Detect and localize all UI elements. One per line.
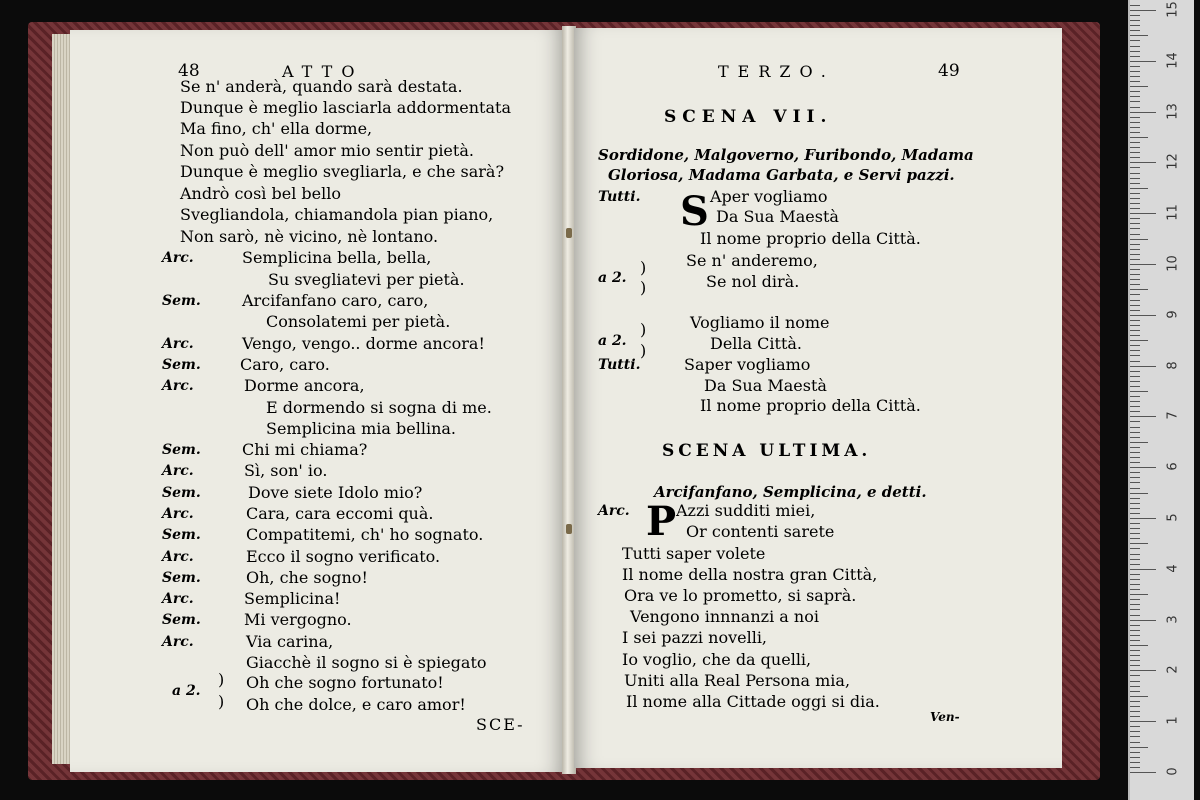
ruler-number: 8 bbox=[1165, 360, 1181, 370]
verse-line: Andrò così bel bello bbox=[180, 184, 341, 203]
speaker-label: Sem. bbox=[162, 442, 201, 458]
ruler-tick bbox=[1130, 371, 1140, 372]
ruler-tick bbox=[1130, 101, 1140, 102]
verse-line: Dorme ancora, bbox=[244, 376, 365, 395]
ruler-tick bbox=[1130, 584, 1140, 585]
ruler-tick bbox=[1130, 147, 1140, 148]
brace-mark: ) bbox=[640, 320, 647, 339]
verse-line: Se n' anderà, quando sarà destata. bbox=[180, 77, 463, 96]
binding-stitch bbox=[566, 228, 572, 238]
verse-line: Chi mi chiama? bbox=[242, 440, 368, 459]
ruler-tick bbox=[1130, 61, 1156, 62]
ruler-tick bbox=[1130, 660, 1140, 661]
ruler-tick bbox=[1130, 594, 1148, 595]
verse-line: Compatitemi, ch' ho sognato. bbox=[246, 525, 484, 544]
ruler-tick bbox=[1130, 15, 1140, 16]
ruler-tick bbox=[1130, 269, 1140, 270]
ruler-number: 5 bbox=[1165, 513, 1181, 522]
ruler-tick bbox=[1130, 736, 1140, 737]
ruler-number: 6 bbox=[1165, 462, 1181, 471]
ruler-number: 9 bbox=[1165, 310, 1181, 319]
ruler-tick bbox=[1130, 208, 1140, 209]
verse-line: Se n' anderemo, bbox=[686, 251, 818, 270]
ruler-tick bbox=[1130, 406, 1140, 407]
scene-vii-cast: Sordidone, Malgoverno, Furibondo, Madama bbox=[598, 146, 974, 164]
verse-line: Caro, caro. bbox=[240, 355, 330, 374]
ruler-tick bbox=[1130, 218, 1140, 219]
verse-line: Il nome della nostra gran Città, bbox=[622, 565, 878, 584]
speaker-label: Sem. bbox=[162, 485, 201, 501]
ruler-tick bbox=[1130, 574, 1140, 575]
ruler-tick bbox=[1130, 188, 1148, 189]
ruler-tick bbox=[1130, 757, 1140, 758]
ruler-tick bbox=[1130, 518, 1156, 519]
ruler-tick bbox=[1130, 25, 1140, 26]
ruler-tick bbox=[1130, 752, 1140, 753]
ruler-tick bbox=[1130, 40, 1140, 41]
verse-line: Mi vergogno. bbox=[244, 610, 352, 629]
ruler-tick bbox=[1130, 152, 1140, 153]
ruler-tick bbox=[1130, 122, 1140, 123]
ruler-tick bbox=[1130, 554, 1140, 555]
verse-line: Vengo, vengo.. dorme ancora! bbox=[242, 334, 485, 353]
ruler-tick bbox=[1130, 56, 1140, 57]
verse-line: Dunque è meglio svegliarla, e che sarà? bbox=[180, 162, 505, 181]
ruler-tick bbox=[1130, 274, 1140, 275]
left-catchword: SCE- bbox=[476, 715, 525, 734]
binding-stitch bbox=[566, 524, 572, 534]
right-page-number: 49 bbox=[938, 61, 960, 81]
ruler-tick bbox=[1130, 178, 1140, 179]
ruler-tick bbox=[1130, 686, 1140, 687]
ruler-tick bbox=[1130, 112, 1156, 113]
ruler-tick bbox=[1130, 767, 1140, 768]
verse-line: Cara, cara eccomi quà. bbox=[246, 504, 434, 523]
ruler-tick bbox=[1130, 91, 1140, 92]
ruler-tick bbox=[1130, 726, 1140, 727]
drop-cap-p: P bbox=[646, 498, 677, 545]
ruler-number: 10 bbox=[1165, 255, 1181, 272]
ruler-tick bbox=[1130, 132, 1140, 133]
ruler-tick bbox=[1130, 472, 1140, 473]
speaker-label: Arc. bbox=[162, 634, 194, 650]
verse-line: Non sarò, nè vicino, nè lontano. bbox=[180, 227, 439, 246]
ruler-number: 7 bbox=[1165, 411, 1181, 421]
ruler-tick bbox=[1130, 51, 1140, 52]
ruler-tick bbox=[1130, 650, 1140, 651]
verse-line: Arcifanfano caro, caro, bbox=[242, 291, 429, 310]
speaker-label: Tutti. bbox=[598, 189, 641, 205]
ruler-tick bbox=[1130, 330, 1140, 331]
ruler-tick bbox=[1130, 198, 1140, 199]
verse-line: Oh che dolce, e caro amor! bbox=[246, 695, 466, 714]
ruler-tick bbox=[1130, 66, 1140, 67]
ruler-tick bbox=[1130, 665, 1140, 666]
ruler-tick bbox=[1130, 300, 1140, 301]
ruler-tick bbox=[1130, 691, 1140, 692]
verse-line: Io voglio, che da quelli, bbox=[622, 650, 812, 669]
ruler-tick bbox=[1130, 289, 1148, 290]
ruler-tick bbox=[1130, 361, 1140, 362]
ruler-tick bbox=[1130, 452, 1140, 453]
ruler-tick bbox=[1130, 528, 1140, 529]
ruler-tick bbox=[1130, 203, 1140, 204]
ruler-tick bbox=[1130, 482, 1140, 483]
verse-line: Consolatemi per pietà. bbox=[266, 312, 451, 331]
ruler-tick bbox=[1130, 76, 1140, 77]
ruler-number: 14 bbox=[1165, 52, 1181, 69]
ruler-tick bbox=[1130, 157, 1140, 158]
ruler-tick bbox=[1130, 772, 1156, 773]
ruler-tick bbox=[1130, 244, 1140, 245]
ruler-tick bbox=[1130, 259, 1140, 260]
ruler-tick bbox=[1130, 513, 1140, 514]
ruler-tick bbox=[1130, 640, 1140, 641]
ruler-tick bbox=[1130, 254, 1140, 255]
ruler-tick bbox=[1130, 46, 1140, 47]
ruler-tick bbox=[1130, 391, 1148, 392]
ruler-tick bbox=[1130, 477, 1140, 478]
speaker-label: Arc. bbox=[162, 506, 194, 522]
ruler-tick bbox=[1130, 599, 1140, 600]
verse-line: Il nome proprio della Città. bbox=[700, 229, 921, 248]
verse-line: Aper vogliamo bbox=[710, 187, 828, 206]
ruler-tick bbox=[1130, 239, 1148, 240]
ruler-tick bbox=[1130, 675, 1140, 676]
ruler-tick bbox=[1130, 493, 1148, 494]
ruler-tick bbox=[1130, 538, 1140, 539]
ruler-tick bbox=[1130, 71, 1140, 72]
a2-marker: a 2. bbox=[172, 683, 201, 699]
verse-line: Uniti alla Real Persona mia, bbox=[624, 671, 851, 690]
verse-line: Semplicina bella, bella, bbox=[242, 248, 432, 267]
verse-line: Or contenti sarete bbox=[686, 522, 835, 541]
brace-mark: ) bbox=[640, 341, 647, 360]
ruler-tick bbox=[1130, 462, 1140, 463]
verse-line: I sei pazzi novelli, bbox=[622, 628, 768, 647]
ruler-tick bbox=[1130, 416, 1156, 417]
verse-line: Dunque è meglio lasciarla addormentata bbox=[180, 98, 511, 117]
ruler-tick bbox=[1130, 427, 1140, 428]
ruler-tick bbox=[1130, 117, 1140, 118]
ruler-tick bbox=[1130, 421, 1140, 422]
ruler-tick bbox=[1130, 747, 1148, 748]
a2-marker: a 2. bbox=[598, 270, 627, 286]
speaker-label: Arc. bbox=[162, 378, 194, 394]
speaker-label: Arc. bbox=[162, 549, 194, 565]
brace-mark: ) bbox=[218, 692, 225, 711]
drop-cap-s: S bbox=[680, 188, 709, 235]
ruler-number: 12 bbox=[1165, 153, 1181, 171]
ruler-tick bbox=[1130, 30, 1140, 31]
ruler-tick bbox=[1130, 345, 1140, 346]
ruler-tick bbox=[1130, 625, 1140, 626]
verse-line: Ecco il sogno verificato. bbox=[246, 547, 441, 566]
ruler-tick bbox=[1130, 508, 1140, 509]
ruler-tick bbox=[1130, 731, 1140, 732]
ruler-tick bbox=[1130, 711, 1140, 712]
speaker-label: Arc. bbox=[162, 336, 194, 352]
ruler-tick bbox=[1130, 630, 1140, 631]
ruler-tick bbox=[1130, 310, 1140, 311]
verse-line: Della Città. bbox=[710, 334, 802, 353]
verse-line: Non può dell' amor mio sentir pietà. bbox=[180, 141, 474, 160]
verse-line: E dormendo si sogna di me. bbox=[266, 398, 492, 417]
ruler-tick bbox=[1130, 716, 1140, 717]
left-page-number: 48 bbox=[178, 61, 200, 81]
verse-line: Semplicina! bbox=[244, 589, 341, 608]
speaker-label: Sem. bbox=[162, 612, 201, 628]
ruler-tick bbox=[1130, 315, 1156, 316]
ruler-tick bbox=[1130, 81, 1140, 82]
ruler-tick bbox=[1130, 620, 1156, 621]
left-running-head: ATTO bbox=[282, 62, 364, 81]
speaker-label: Arc. bbox=[162, 463, 194, 479]
verse-line: Se nol dirà. bbox=[706, 272, 800, 291]
verse-line: Sì, son' io. bbox=[244, 461, 328, 480]
ruler-tick bbox=[1130, 564, 1140, 565]
ruler-tick bbox=[1130, 762, 1140, 763]
ruler-number: 13 bbox=[1165, 102, 1181, 120]
speaker-label: Sem. bbox=[162, 527, 201, 543]
ruler-tick bbox=[1130, 706, 1140, 707]
ruler-tick bbox=[1130, 381, 1140, 382]
ruler-tick bbox=[1130, 228, 1140, 229]
verse-line: Azzi sudditi miei, bbox=[676, 501, 816, 520]
ruler-tick bbox=[1130, 223, 1140, 224]
speaker-label: Arc. bbox=[162, 591, 194, 607]
ruler-tick bbox=[1130, 137, 1148, 138]
speaker-label: Arc. bbox=[162, 250, 194, 266]
ruler-tick bbox=[1130, 107, 1140, 108]
verse-line: Il nome alla Cittade oggi si dia. bbox=[626, 692, 880, 711]
ruler-tick bbox=[1130, 96, 1140, 97]
scene-ultima-heading: SCENA ULTIMA. bbox=[662, 441, 872, 461]
ruler-tick bbox=[1130, 279, 1140, 280]
ruler-tick bbox=[1130, 264, 1156, 265]
verse-line: Via carina, bbox=[246, 632, 334, 651]
verse-line: Da Sua Maestà bbox=[704, 376, 827, 395]
ruler-tick bbox=[1130, 559, 1140, 560]
ruler-number: 15 bbox=[1165, 1, 1181, 18]
verse-line: Ma fino, ch' ella dorme, bbox=[180, 119, 373, 138]
ruler-tick bbox=[1130, 167, 1140, 168]
ruler-number: 4 bbox=[1165, 564, 1181, 573]
verse-line: Da Sua Maestà bbox=[716, 207, 839, 226]
ruler-tick bbox=[1130, 183, 1140, 184]
ruler-tick bbox=[1130, 234, 1140, 235]
brace-mark: ) bbox=[640, 278, 647, 297]
ruler-tick bbox=[1130, 447, 1140, 448]
ruler-tick bbox=[1130, 548, 1140, 549]
ruler-tick bbox=[1130, 604, 1140, 605]
ruler-number: 0 bbox=[1165, 767, 1181, 776]
ruler-tick bbox=[1130, 340, 1148, 341]
ruler-tick bbox=[1130, 635, 1140, 636]
ruler-tick bbox=[1130, 142, 1140, 143]
verse-line: Saper vogliamo bbox=[684, 355, 811, 374]
ruler-tick bbox=[1130, 467, 1156, 468]
ruler-tick bbox=[1130, 579, 1140, 580]
verse-line: Dove siete Idolo mio? bbox=[248, 483, 423, 502]
ruler-tick bbox=[1130, 355, 1140, 356]
ruler-tick bbox=[1130, 20, 1140, 21]
verse-line: Il nome proprio della Città. bbox=[700, 396, 921, 415]
speaker-label: Tutti. bbox=[598, 357, 641, 373]
speaker-label: Sem. bbox=[162, 357, 201, 373]
ruler-tick bbox=[1130, 615, 1140, 616]
ruler-tick bbox=[1130, 442, 1148, 443]
verse-line: Su svegliatevi per pietà. bbox=[268, 270, 465, 289]
ruler-tick bbox=[1130, 86, 1148, 87]
scene-vii-heading: SCENA VII. bbox=[664, 107, 833, 127]
ruler-tick bbox=[1130, 488, 1140, 489]
ruler-tick bbox=[1130, 127, 1140, 128]
verse-line: Giacchè il sogno si è spiegato bbox=[246, 653, 487, 672]
speaker-label: Arc. bbox=[598, 503, 630, 519]
ruler-tick bbox=[1130, 645, 1148, 646]
ruler-tick bbox=[1130, 609, 1140, 610]
ruler-tick bbox=[1130, 366, 1156, 367]
ruler-tick bbox=[1130, 294, 1140, 295]
ruler-tick bbox=[1130, 457, 1140, 458]
ruler-tick bbox=[1130, 396, 1140, 397]
ruler-tick bbox=[1130, 35, 1148, 36]
ruler-tick bbox=[1130, 173, 1140, 174]
ruler-tick bbox=[1130, 589, 1140, 590]
ruler-tick bbox=[1130, 503, 1140, 504]
scene-ultima-cast: Arcifanfano, Semplicina, e detti. bbox=[654, 483, 927, 501]
brace-mark: ) bbox=[640, 258, 647, 277]
ruler-tick bbox=[1130, 10, 1156, 11]
ruler-tick bbox=[1130, 376, 1140, 377]
ruler-tick bbox=[1130, 432, 1140, 433]
ruler-tick bbox=[1130, 437, 1140, 438]
ruler-tick bbox=[1130, 569, 1156, 570]
ruler-tick bbox=[1130, 543, 1148, 544]
ruler-tick bbox=[1130, 696, 1148, 697]
ruler-tick bbox=[1130, 325, 1140, 326]
a2-marker: a 2. bbox=[598, 333, 627, 349]
page-edges bbox=[52, 34, 72, 764]
verse-line: Svegliandola, chiamandola pian piano, bbox=[180, 205, 494, 224]
ruler-tick bbox=[1130, 701, 1140, 702]
scene-vii-cast: Gloriosa, Madama Garbata, e Servi pazzi. bbox=[608, 166, 955, 184]
ruler-tick bbox=[1130, 681, 1140, 682]
ruler-tick bbox=[1130, 721, 1156, 722]
ruler-tick bbox=[1130, 386, 1140, 387]
brace-mark: ) bbox=[218, 670, 225, 689]
ruler-tick bbox=[1130, 655, 1140, 656]
verse-line: Ora ve lo prometto, si saprà. bbox=[624, 586, 857, 605]
ruler-tick bbox=[1130, 335, 1140, 336]
verse-line: Vogliamo il nome bbox=[690, 313, 830, 332]
right-running-head: TERZO. bbox=[718, 62, 835, 81]
ruler-number: 3 bbox=[1165, 614, 1181, 624]
ruler-tick bbox=[1130, 523, 1140, 524]
verse-line: Oh, che sogno! bbox=[246, 568, 368, 587]
ruler-tick bbox=[1130, 533, 1140, 534]
ruler-tick bbox=[1130, 411, 1140, 412]
verse-line: Tutti saper volete bbox=[622, 544, 766, 563]
ruler-tick bbox=[1130, 305, 1140, 306]
verse-line: Vengono innnanzi a noi bbox=[630, 607, 819, 626]
verse-line: Semplicina mia bellina. bbox=[266, 419, 456, 438]
ruler-tick bbox=[1130, 350, 1140, 351]
speaker-label: Sem. bbox=[162, 570, 201, 586]
ruler-tick bbox=[1130, 162, 1156, 163]
ruler-tick bbox=[1130, 193, 1140, 194]
ruler-tick bbox=[1130, 213, 1156, 214]
ruler-tick bbox=[1130, 284, 1140, 285]
ruler-tick bbox=[1130, 401, 1140, 402]
ruler-tick bbox=[1130, 742, 1140, 743]
ruler-number: 1 bbox=[1165, 716, 1181, 725]
ruler-tick bbox=[1130, 249, 1140, 250]
speaker-label: Sem. bbox=[162, 293, 201, 309]
right-catchword: Ven- bbox=[930, 710, 960, 724]
ruler-tick bbox=[1130, 5, 1140, 6]
ruler-number: 11 bbox=[1165, 204, 1181, 221]
ruler-tick bbox=[1130, 320, 1140, 321]
ruler-tick bbox=[1130, 498, 1140, 499]
verse-line: Oh che sogno fortunato! bbox=[246, 673, 444, 692]
ruler-number: 2 bbox=[1165, 665, 1181, 675]
ruler-tick bbox=[1130, 670, 1156, 671]
